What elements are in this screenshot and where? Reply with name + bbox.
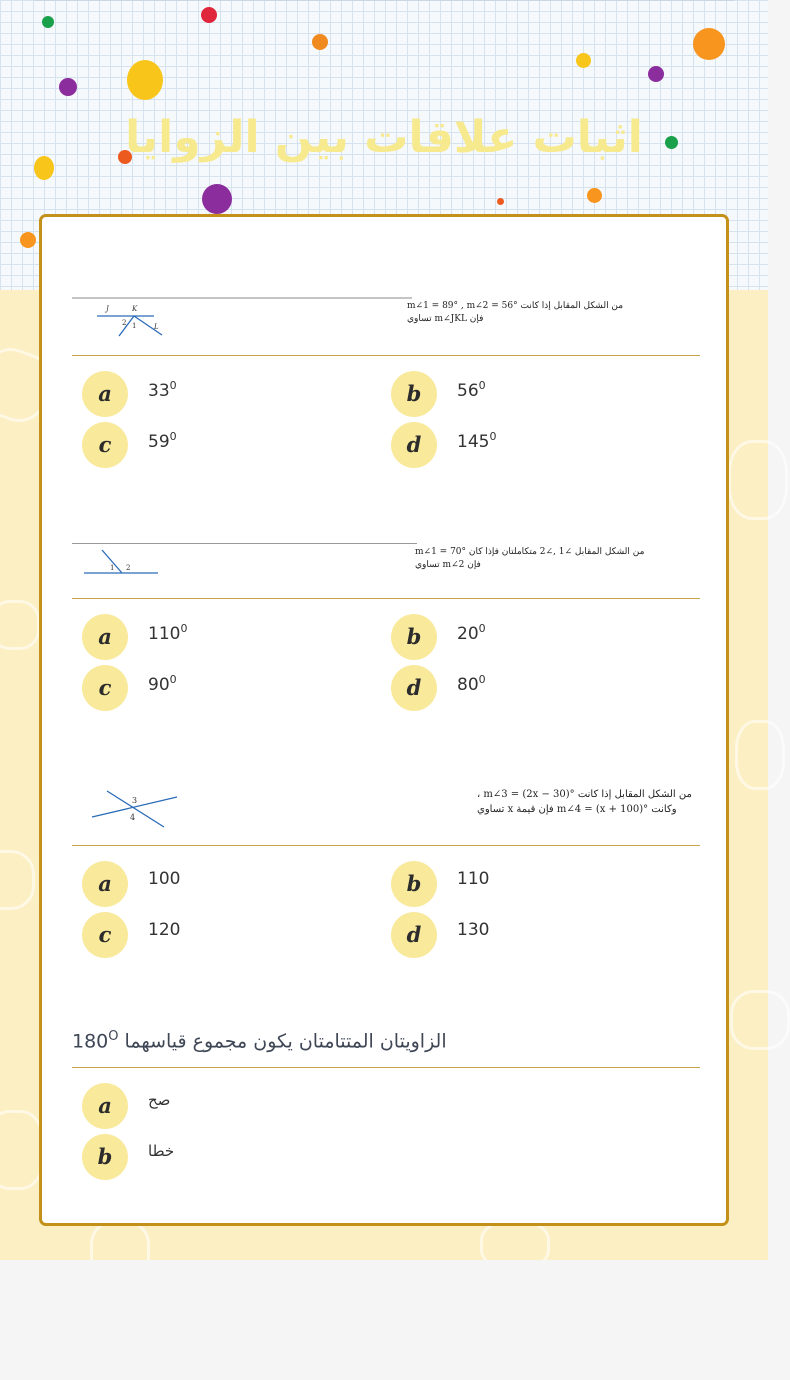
option-letter-badge: b	[391, 614, 437, 660]
fig-label: K	[132, 305, 138, 313]
option-letter-badge: d	[391, 665, 437, 711]
question-2-image-line2: فإن m∠2 تساوي	[415, 560, 481, 570]
option-a[interactable]	[82, 1083, 382, 1129]
option-d[interactable]	[391, 422, 691, 468]
question-4-main: الزاويتان المتتامتان يكون مجموع قياسهما	[124, 1030, 447, 1053]
question-2	[72, 543, 700, 700]
option-letter-badge: c	[82, 422, 128, 468]
fig-label: 1	[110, 564, 115, 572]
doodle	[730, 990, 790, 1050]
option-sup: 0	[169, 430, 177, 443]
option-text	[457, 430, 496, 452]
fig-label: 3	[132, 796, 138, 805]
option-a[interactable]	[82, 861, 382, 907]
paint-splat	[42, 16, 54, 28]
question-4-sup: O	[108, 1029, 119, 1044]
option-letter-badge: a	[82, 614, 128, 660]
option-sup: 0	[478, 673, 486, 686]
option-text: 120	[148, 920, 181, 940]
question-4-text	[72, 1029, 700, 1062]
question-3	[72, 783, 700, 947]
option-text: صح	[148, 1091, 171, 1109]
option-value: 145	[457, 432, 490, 452]
option-value: 59	[148, 432, 170, 452]
question-2-image-line1: من الشكل المقابل ∠1 ,∠2 متكاملتان فإذا كان °m∠1 = 70	[415, 547, 645, 557]
paint-splat	[648, 66, 664, 82]
option-letter-badge: b	[391, 371, 437, 417]
page-footer-area	[0, 1260, 768, 1380]
option-letter-badge: c	[82, 912, 128, 958]
option-sup: 0	[169, 379, 177, 392]
question-1-image	[72, 297, 624, 343]
question-2-image	[72, 543, 645, 583]
option-letter-badge: c	[82, 665, 128, 711]
fig-label: J	[106, 305, 109, 313]
option-a[interactable]	[82, 614, 382, 660]
question-1-header	[72, 297, 700, 356]
option-sup: 0	[478, 379, 486, 392]
option-sup: 0	[180, 622, 188, 635]
option-letter-badge: a	[82, 1083, 128, 1129]
question-3-header	[72, 783, 700, 846]
option-text: 130	[457, 920, 490, 940]
question-4-header	[72, 1029, 700, 1068]
doodle	[0, 600, 40, 650]
fig-label: 1	[132, 322, 137, 330]
option-value: 20	[457, 624, 479, 644]
option-text	[148, 673, 177, 695]
question-1-image-line1: من الشكل المقابل إذا كانت °m∠1 = 89° , m∠2 = 56	[407, 301, 624, 311]
page-title: اثبات علاقات بين الزوايا	[125, 112, 643, 163]
option-value: 90	[148, 675, 170, 695]
option-text	[457, 622, 486, 644]
question-4	[72, 1029, 700, 1169]
question-3-image	[72, 783, 692, 835]
option-sup: 0	[489, 430, 497, 443]
option-letter-badge: d	[391, 422, 437, 468]
doodle	[735, 720, 785, 790]
option-letter-badge: d	[391, 912, 437, 958]
option-value: 110	[148, 624, 181, 644]
option-d[interactable]	[391, 665, 691, 711]
question-1-image-line2: فإن m∠JKL تساوي	[407, 314, 484, 324]
option-a[interactable]	[82, 371, 382, 417]
paint-splat	[576, 53, 591, 68]
question-3-image-line2: وكانت °m∠4 = (x + 100) فإن قيمة x تساوي	[477, 804, 677, 815]
fig-label: L	[154, 323, 159, 331]
option-text	[148, 622, 187, 644]
option-text: 110	[457, 869, 490, 889]
option-value: 56	[457, 381, 479, 401]
option-text	[457, 673, 486, 695]
option-b[interactable]	[391, 861, 691, 907]
question-2-header	[72, 543, 700, 599]
paint-splat	[127, 60, 163, 100]
option-b[interactable]	[82, 1134, 382, 1180]
option-letter-badge: a	[82, 371, 128, 417]
option-c[interactable]	[82, 665, 382, 711]
paint-splat	[312, 34, 328, 50]
paint-splat	[59, 78, 77, 96]
option-d[interactable]	[391, 912, 691, 958]
doodle	[728, 440, 788, 520]
fig-label: 2	[126, 564, 131, 572]
option-letter-badge: b	[391, 861, 437, 907]
option-text: خطا	[148, 1142, 175, 1160]
paint-splat	[202, 184, 232, 214]
fig-label: 2	[122, 319, 127, 327]
worksheet-card	[39, 214, 729, 1226]
option-b[interactable]	[391, 614, 691, 660]
paint-splat	[201, 7, 217, 23]
paint-splat	[693, 28, 725, 60]
option-value: 80	[457, 675, 479, 695]
paint-splat	[20, 232, 36, 248]
option-text	[148, 379, 177, 401]
question-3-image-line1: من الشكل المقابل إذا كانت °m∠3 = (2x − 30) ،	[477, 789, 692, 800]
option-text	[457, 379, 486, 401]
option-c[interactable]	[82, 912, 382, 958]
question-1	[72, 297, 700, 457]
paint-splat	[497, 198, 504, 205]
option-text	[148, 430, 177, 452]
fig-label: 4	[130, 813, 136, 822]
option-value: 33	[148, 381, 170, 401]
option-letter-badge: a	[82, 861, 128, 907]
option-b[interactable]	[391, 371, 691, 417]
paint-splat	[587, 188, 602, 203]
option-sup: 0	[478, 622, 486, 635]
doodle	[0, 850, 35, 910]
option-text: 100	[148, 869, 181, 889]
option-sup: 0	[169, 673, 177, 686]
option-c[interactable]	[82, 422, 382, 468]
option-letter-badge: b	[82, 1134, 128, 1180]
question-4-number: 180	[72, 1030, 109, 1053]
